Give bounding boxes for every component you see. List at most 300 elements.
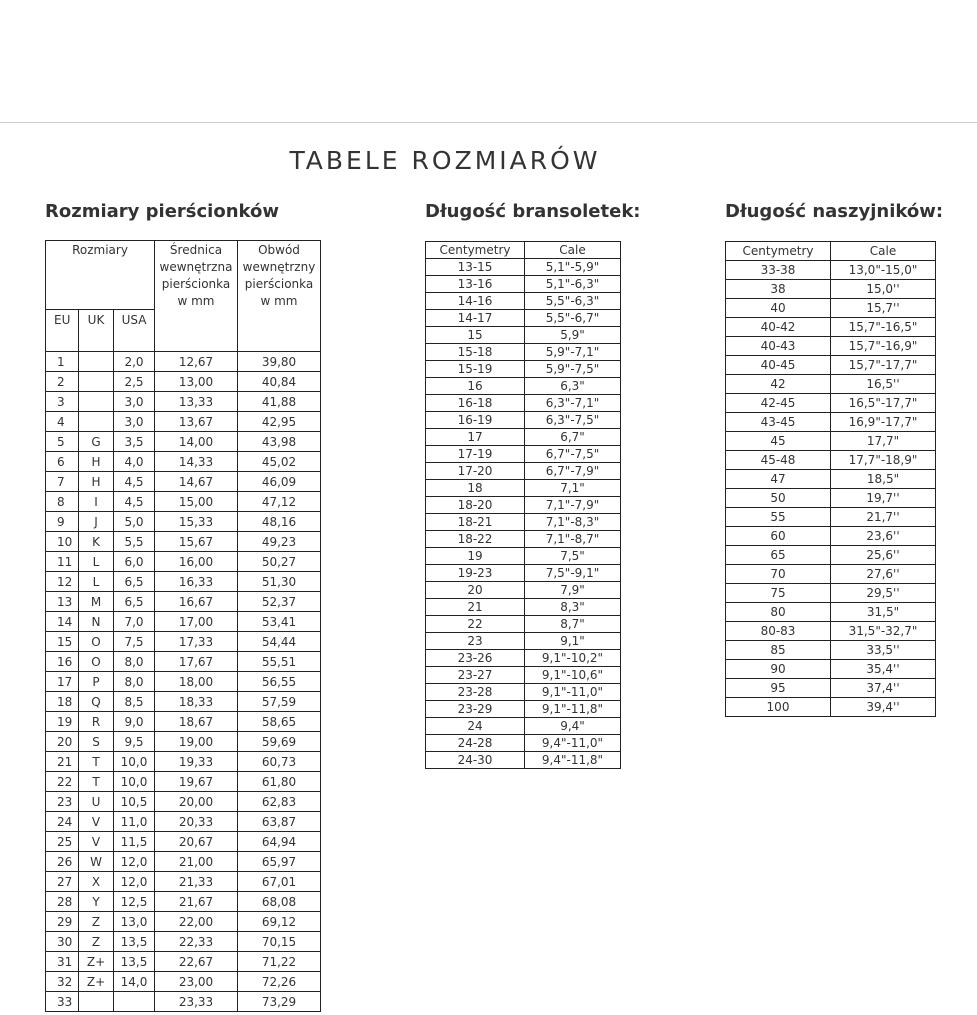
table-cell: 8,0 (114, 672, 155, 692)
table-row (46, 872, 321, 892)
table-cell: 55 (726, 508, 831, 527)
table-row (46, 752, 321, 772)
table-cell: 11,5 (114, 832, 155, 852)
table-row (726, 508, 936, 527)
table-cell: 7,1"-7,9" (525, 497, 621, 514)
table-cell: 15,00 (155, 492, 238, 512)
table-cell: 17,00 (155, 612, 238, 632)
table-cell: 15,7"-17,7" (831, 356, 936, 375)
table-cell: 16-18 (426, 395, 525, 412)
table-cell: 19,00 (155, 732, 238, 752)
table-cell: 9,5 (114, 732, 155, 752)
table-cell: 29,5'' (831, 584, 936, 603)
table-row (726, 394, 936, 413)
table-cell: 4,0 (114, 452, 155, 472)
table-cell: 65 (726, 546, 831, 565)
ring-size-table (45, 240, 321, 1012)
table-cell: 16,00 (155, 552, 238, 572)
table-cell: 7,5"-9,1" (525, 565, 621, 582)
table-row (726, 489, 936, 508)
table-cell: 20 (46, 732, 79, 752)
table-cell: 20,00 (155, 792, 238, 812)
table-row (46, 652, 321, 672)
table-cell: 20,33 (155, 812, 238, 832)
table-row (726, 261, 936, 280)
table-cell (79, 392, 114, 412)
table-cell: N (79, 612, 114, 632)
table-cell: 31,5"-32,7" (831, 622, 936, 641)
table-cell: 7,1"-8,3" (525, 514, 621, 531)
table-cell: 3 (46, 392, 79, 412)
table-cell: 18-21 (426, 514, 525, 531)
table-row (726, 318, 936, 337)
table-cell: 23-28 (426, 684, 525, 701)
table-row (426, 429, 621, 446)
table-cell: Z+ (79, 952, 114, 972)
table-cell: 15-19 (426, 361, 525, 378)
table-row (726, 337, 936, 356)
table-cell: 3,5 (114, 432, 155, 452)
table-cell: 8,0 (114, 652, 155, 672)
table-row (46, 932, 321, 952)
table-cell: 6,0 (114, 552, 155, 572)
table-row (426, 531, 621, 548)
table-row (426, 582, 621, 599)
table-cell: 30 (46, 932, 79, 952)
table-cell: 22 (426, 616, 525, 633)
table-cell: 9,1" (525, 633, 621, 650)
table-cell: O (79, 652, 114, 672)
table-row (46, 352, 321, 372)
header-sizes: Rozmiary (46, 241, 155, 310)
table-cell: 3,0 (114, 392, 155, 412)
table-cell: 70,15 (238, 932, 321, 952)
table-cell: 35,4'' (831, 660, 936, 679)
table-cell: 21,67 (155, 892, 238, 912)
table-row (46, 912, 321, 932)
table-row (426, 548, 621, 565)
table-cell: 71,22 (238, 952, 321, 972)
table-cell: 13,00 (155, 372, 238, 392)
table-row (726, 603, 936, 622)
table-cell: 2,0 (114, 352, 155, 372)
header-usa: USA (114, 310, 155, 352)
table-row (426, 327, 621, 344)
table-row (46, 712, 321, 732)
table-cell: 31,5" (831, 603, 936, 622)
table-cell: 15,67 (155, 532, 238, 552)
table-row (46, 772, 321, 792)
table-cell: 33-38 (726, 261, 831, 280)
table-cell: 24-30 (426, 752, 525, 769)
table-cell: 28 (46, 892, 79, 912)
table-cell: 19,67 (155, 772, 238, 792)
table-row (426, 480, 621, 497)
table-cell: G (79, 432, 114, 452)
table-cell: 12 (46, 572, 79, 592)
table-row (726, 641, 936, 660)
table-cell: 24 (426, 718, 525, 735)
table-cell: 9,1"-11,0" (525, 684, 621, 701)
table-cell: 5,9" (525, 327, 621, 344)
table-cell: 42,95 (238, 412, 321, 432)
table-cell: 22,67 (155, 952, 238, 972)
table-cell: 6,3"-7,1" (525, 395, 621, 412)
table-cell: 21,7'' (831, 508, 936, 527)
table-cell: 9 (46, 512, 79, 532)
table-cell: 13,0 (114, 912, 155, 932)
table-row (46, 832, 321, 852)
table-row (426, 514, 621, 531)
table-cell: 37,4'' (831, 679, 936, 698)
table-cell: 14-16 (426, 293, 525, 310)
table-cell: 6,3"-7,5" (525, 412, 621, 429)
table-cell: 20 (426, 582, 525, 599)
table-cell: 19,33 (155, 752, 238, 772)
table-cell: 53,41 (238, 612, 321, 632)
table-cell: 16 (426, 378, 525, 395)
table-cell: 18,5" (831, 470, 936, 489)
table-cell: 16,5'' (831, 375, 936, 394)
header-inner-circumference: Obwód wewnętrzny pierścionka w mm (238, 241, 321, 352)
table-cell: 85 (726, 641, 831, 660)
table-cell: 12,0 (114, 852, 155, 872)
table-cell: 21,33 (155, 872, 238, 892)
table-cell: U (79, 792, 114, 812)
table-cell: 16,9"-17,7" (831, 413, 936, 432)
table-cell: 6 (46, 452, 79, 472)
table-row (726, 527, 936, 546)
bracelet-length-title: Długość bransoletek: (425, 201, 641, 222)
table-cell: 8,7" (525, 616, 621, 633)
table-row (46, 552, 321, 572)
table-cell: 1 (46, 352, 79, 372)
table-cell: 5,5 (114, 532, 155, 552)
table-cell: 49,23 (238, 532, 321, 552)
table-cell: 9,4"-11,8" (525, 752, 621, 769)
table-row (46, 592, 321, 612)
table-cell: 13-15 (426, 259, 525, 276)
table-cell: 27,6'' (831, 565, 936, 584)
table-cell: 9,0 (114, 712, 155, 732)
table-cell: 21 (426, 599, 525, 616)
table-cell: 9,4"-11,0" (525, 735, 621, 752)
table-row (726, 413, 936, 432)
necklace-length-table (725, 241, 936, 717)
table-row (46, 412, 321, 432)
table-cell: 50,27 (238, 552, 321, 572)
table-row (426, 667, 621, 684)
table-cell: 75 (726, 584, 831, 603)
table-cell: 17 (46, 672, 79, 692)
table-cell: 45 (726, 432, 831, 451)
table-cell: 9,4" (525, 718, 621, 735)
table-cell: 13 (46, 592, 79, 612)
table-row (426, 718, 621, 735)
table-row (46, 852, 321, 872)
table-cell: 43-45 (726, 413, 831, 432)
table-cell (114, 992, 155, 1012)
table-row (726, 299, 936, 318)
table-row (426, 565, 621, 582)
table-row (46, 632, 321, 652)
table-cell: 80 (726, 603, 831, 622)
header-centimeters: Centymetry (726, 242, 831, 261)
table-cell: 41,88 (238, 392, 321, 412)
table-cell: 17-20 (426, 463, 525, 480)
table-cell: 15,7'' (831, 299, 936, 318)
table-cell: 23 (426, 633, 525, 650)
table-cell: 13,5 (114, 932, 155, 952)
table-cell: 5,1"-5,9" (525, 259, 621, 276)
table-cell: 21 (46, 752, 79, 772)
table-cell: 95 (726, 679, 831, 698)
table-cell: 17 (426, 429, 525, 446)
table-cell: 7,0 (114, 612, 155, 632)
table-row (46, 372, 321, 392)
table-cell: 40,84 (238, 372, 321, 392)
table-row (46, 672, 321, 692)
table-cell: 23-27 (426, 667, 525, 684)
table-cell: 7,1" (525, 480, 621, 497)
table-row (426, 735, 621, 752)
table-cell: 11 (46, 552, 79, 572)
table-cell: 27 (46, 872, 79, 892)
table-row (726, 622, 936, 641)
header-inner-diameter: Średnica wewnętrzna pierścionka w mm (155, 241, 238, 352)
top-header-bar (0, 0, 977, 123)
table-cell: 2,5 (114, 372, 155, 392)
table-row (726, 584, 936, 603)
table-row (46, 392, 321, 412)
table-cell: V (79, 832, 114, 852)
table-cell: 18,33 (155, 692, 238, 712)
table-cell: L (79, 552, 114, 572)
table-cell: 46,09 (238, 472, 321, 492)
table-cell: X (79, 872, 114, 892)
header-uk: UK (79, 310, 114, 352)
table-cell: 18,67 (155, 712, 238, 732)
table-row (426, 344, 621, 361)
table-cell: 39,80 (238, 352, 321, 372)
table-row (426, 701, 621, 718)
table-cell: 14,67 (155, 472, 238, 492)
table-cell: P (79, 672, 114, 692)
table-cell: 14-17 (426, 310, 525, 327)
table-cell: 10,5 (114, 792, 155, 812)
table-row (726, 660, 936, 679)
table-cell: 8,5 (114, 692, 155, 712)
page-title: TABELE ROZMIARÓW (289, 146, 601, 175)
table-cell: 54,44 (238, 632, 321, 652)
table-cell: 51,30 (238, 572, 321, 592)
ring-sizes-title: Rozmiary pierścionków (45, 201, 280, 222)
table-cell: 15 (426, 327, 525, 344)
table-cell: 70 (726, 565, 831, 584)
table-cell: 13,33 (155, 392, 238, 412)
table-cell: 40 (726, 299, 831, 318)
table-row (426, 395, 621, 412)
table-row (426, 463, 621, 480)
table-cell: 59,69 (238, 732, 321, 752)
table-cell: 3,0 (114, 412, 155, 432)
table-cell: 40-42 (726, 318, 831, 337)
table-row (426, 412, 621, 429)
table-cell: 11,0 (114, 812, 155, 832)
table-cell: 5 (46, 432, 79, 452)
table-cell: 14,33 (155, 452, 238, 472)
table-cell: 9,1"-10,6" (525, 667, 621, 684)
table-row (726, 470, 936, 489)
table-cell: Z (79, 912, 114, 932)
necklace-length-title: Długość naszyjników: (725, 201, 944, 222)
table-cell: O (79, 632, 114, 652)
table-row (726, 280, 936, 299)
table-cell: Z+ (79, 972, 114, 992)
table-cell: K (79, 532, 114, 552)
table-cell: 40-45 (726, 356, 831, 375)
table-cell: 18-22 (426, 531, 525, 548)
table-row (426, 633, 621, 650)
table-cell: 43,98 (238, 432, 321, 452)
table-row (426, 616, 621, 633)
table-cell: 15-18 (426, 344, 525, 361)
table-cell: 63,87 (238, 812, 321, 832)
table-row (426, 361, 621, 378)
table-cell: 5,5"-6,7" (525, 310, 621, 327)
table-cell (79, 412, 114, 432)
table-row (46, 612, 321, 632)
table-cell (79, 352, 114, 372)
table-cell: 47 (726, 470, 831, 489)
table-cell: 16,67 (155, 592, 238, 612)
table-cell: 4,5 (114, 492, 155, 512)
table-cell: 68,08 (238, 892, 321, 912)
table-cell: 20,67 (155, 832, 238, 852)
table-cell: 13,0"-15,0" (831, 261, 936, 280)
table-cell: Z (79, 932, 114, 952)
table-cell: 19-23 (426, 565, 525, 582)
table-cell: 15,7"-16,9" (831, 337, 936, 356)
table-row (426, 497, 621, 514)
table-cell: 29 (46, 912, 79, 932)
table-row (426, 752, 621, 769)
table-cell: 12,67 (155, 352, 238, 372)
table-cell: 6,7"-7,5" (525, 446, 621, 463)
table-cell: W (79, 852, 114, 872)
table-row (46, 432, 321, 452)
table-row (726, 451, 936, 470)
table-cell: Q (79, 692, 114, 712)
table-cell: 58,65 (238, 712, 321, 732)
table-row (46, 892, 321, 912)
table-cell: 7,9" (525, 582, 621, 599)
table-cell: 25,6'' (831, 546, 936, 565)
table-cell: 6,5 (114, 592, 155, 612)
table-cell: 19,7'' (831, 489, 936, 508)
table-cell: 24-28 (426, 735, 525, 752)
table-cell: 13-16 (426, 276, 525, 293)
table-cell: L (79, 572, 114, 592)
table-row (426, 378, 621, 395)
table-cell: 18-20 (426, 497, 525, 514)
table-cell: H (79, 452, 114, 472)
table-cell: 80-83 (726, 622, 831, 641)
table-cell: 12,0 (114, 872, 155, 892)
table-cell: 65,97 (238, 852, 321, 872)
table-cell: 32 (46, 972, 79, 992)
table-cell: 90 (726, 660, 831, 679)
table-cell: 16,5"-17,7" (831, 394, 936, 413)
table-row (726, 546, 936, 565)
table-cell: 24 (46, 812, 79, 832)
table-row (426, 599, 621, 616)
table-cell: 21,00 (155, 852, 238, 872)
table-cell: 14 (46, 612, 79, 632)
table-cell: 15,7"-16,5" (831, 318, 936, 337)
table-cell: 69,12 (238, 912, 321, 932)
table-row (46, 972, 321, 992)
table-cell: 6,3" (525, 378, 621, 395)
table-cell: I (79, 492, 114, 512)
bracelet-length-table (425, 241, 621, 769)
table-cell: 33 (46, 992, 79, 1012)
table-cell: 40-43 (726, 337, 831, 356)
table-cell: 4 (46, 412, 79, 432)
table-cell: 10,0 (114, 772, 155, 792)
table-cell: 64,94 (238, 832, 321, 852)
table-cell: V (79, 812, 114, 832)
table-cell: 55,51 (238, 652, 321, 672)
table-row (726, 375, 936, 394)
table-cell: 7,5 (114, 632, 155, 652)
table-cell: 47,12 (238, 492, 321, 512)
table-cell: 15,33 (155, 512, 238, 532)
table-cell: 4,5 (114, 472, 155, 492)
table-row (46, 692, 321, 712)
table-cell: 52,37 (238, 592, 321, 612)
table-cell: 14,00 (155, 432, 238, 452)
table-cell: 16,33 (155, 572, 238, 592)
table-cell: 9,1"-11,8" (525, 701, 621, 718)
table-cell: 67,01 (238, 872, 321, 892)
table-cell: 42-45 (726, 394, 831, 413)
table-cell: 57,59 (238, 692, 321, 712)
table-cell: 42 (726, 375, 831, 394)
table-cell: 73,29 (238, 992, 321, 1012)
header-inches: Cale (831, 242, 936, 261)
table-row (426, 276, 621, 293)
table-cell: 60,73 (238, 752, 321, 772)
table-cell: 23,00 (155, 972, 238, 992)
table-row (726, 698, 936, 717)
table-cell: 14,0 (114, 972, 155, 992)
table-cell: 10 (46, 532, 79, 552)
table-cell: 12,5 (114, 892, 155, 912)
table-cell: T (79, 772, 114, 792)
table-row (426, 650, 621, 667)
table-cell: 56,55 (238, 672, 321, 692)
table-row (726, 356, 936, 375)
table-cell: 5,9"-7,5" (525, 361, 621, 378)
table-cell: T (79, 752, 114, 772)
table-cell: 19 (46, 712, 79, 732)
table-cell: J (79, 512, 114, 532)
table-row (46, 472, 321, 492)
table-cell: 26 (46, 852, 79, 872)
table-row (46, 732, 321, 752)
table-cell: 45,02 (238, 452, 321, 472)
